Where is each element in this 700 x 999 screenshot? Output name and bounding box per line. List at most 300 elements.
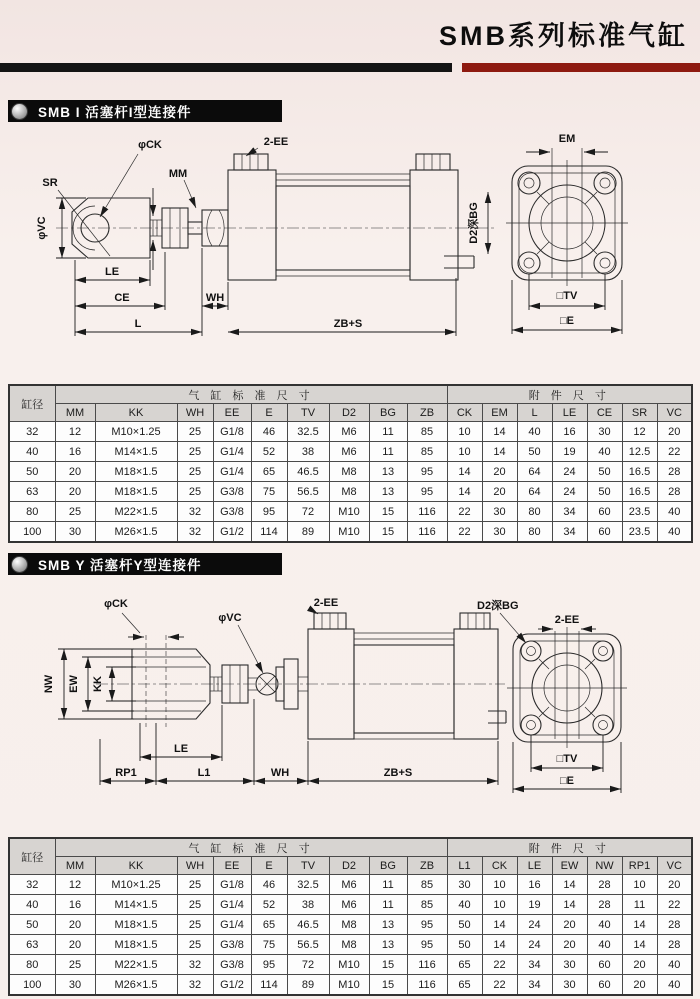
table-cell: 14 — [552, 875, 587, 895]
sub-header-row — [9, 857, 692, 875]
header-divider — [0, 63, 700, 72]
table-cell: 10 — [482, 875, 517, 895]
table-cell: 20 — [482, 462, 517, 482]
clevis-view — [58, 613, 308, 727]
table-cell: 30 — [482, 502, 517, 522]
table-cell: 65 — [251, 915, 287, 935]
column-header: SR — [622, 404, 657, 422]
table-cell: 20 — [622, 975, 657, 996]
table-cell: 95 — [251, 955, 287, 975]
table-cell: G1/8 — [213, 422, 251, 442]
table-cell: M14×1.5 — [95, 442, 177, 462]
dim-label-ck: φCK — [138, 139, 162, 151]
column-group-accessory: 附 件 尺 寸 — [447, 838, 692, 857]
column-header: BG — [369, 404, 407, 422]
table-cell: 50 — [447, 935, 482, 955]
table-cell: 16.5 — [622, 462, 657, 482]
table-cell: 24 — [552, 482, 587, 502]
table-row — [9, 915, 692, 935]
table-cell: 32.5 — [287, 422, 329, 442]
table-cell: 80 — [9, 955, 55, 975]
divider-red-bar — [462, 63, 700, 72]
column-header: CK — [447, 404, 482, 422]
table-cell: 20 — [657, 875, 692, 895]
table-cell: 23.5 — [622, 502, 657, 522]
table-cell: M18×1.5 — [95, 915, 177, 935]
bullet-circle-icon — [11, 556, 28, 573]
table-cell: 28 — [657, 935, 692, 955]
table-cell: M8 — [329, 482, 369, 502]
table-cell: 40 — [517, 422, 552, 442]
table-cell: 46.5 — [287, 915, 329, 935]
table-cell: 25 — [177, 935, 213, 955]
table-cell: 40 — [657, 975, 692, 996]
table-cell: 85 — [407, 422, 447, 442]
sub-header-row — [9, 404, 692, 422]
divider-gap — [452, 63, 462, 72]
table-cell: 60 — [587, 522, 622, 543]
table-cell: 30 — [552, 955, 587, 975]
column-group-standard: 气 缸 标 准 尺 寸 — [55, 838, 447, 857]
table-cell: M8 — [329, 935, 369, 955]
table-cell: 30 — [587, 422, 622, 442]
column-header: LE — [517, 857, 552, 875]
column-group-standard: 气 缸 标 准 尺 寸 — [55, 385, 447, 404]
table-cell: 20 — [55, 915, 95, 935]
table-cell: 32 — [177, 502, 213, 522]
page-title: SMB系列标准气缸 — [439, 21, 688, 51]
table-cell: 14 — [482, 442, 517, 462]
table-cell: G3/8 — [213, 955, 251, 975]
table-cell: 50 — [587, 482, 622, 502]
column-header: MM — [55, 857, 95, 875]
table-cell: 75 — [251, 935, 287, 955]
table-cell: 25 — [55, 502, 95, 522]
column-header: ZB — [407, 404, 447, 422]
table-cell: 22 — [657, 895, 692, 915]
table-cell: 14 — [482, 915, 517, 935]
table-row — [9, 875, 692, 895]
table-cell: 100 — [9, 975, 55, 996]
column-header: EE — [213, 857, 251, 875]
table-cell: 32 — [9, 875, 55, 895]
table-cell: M10 — [329, 975, 369, 996]
table-cell: 28 — [587, 875, 622, 895]
table-cell: 15 — [369, 502, 407, 522]
table-cell: 95 — [407, 935, 447, 955]
table-cell: 40 — [447, 895, 482, 915]
table-cell: 46 — [251, 875, 287, 895]
dim-label-2ee: 2-EE — [263, 136, 289, 148]
table-cell: 34 — [552, 522, 587, 543]
table-cell: 100 — [9, 522, 55, 543]
dimension-lines — [100, 699, 498, 785]
column-header: E — [251, 404, 287, 422]
table-cell: 32 — [9, 422, 55, 442]
table-cell: M18×1.5 — [95, 935, 177, 955]
table-row — [9, 955, 692, 975]
section-title: SMB Y 活塞杆Y型连接件 — [38, 558, 202, 573]
table-cell: 10 — [447, 442, 482, 462]
dim-label-kk: KK — [92, 676, 104, 692]
table-cell: 72 — [287, 502, 329, 522]
dimension-table-y-type — [8, 837, 693, 996]
table-cell: 60 — [587, 955, 622, 975]
table-cell: M18×1.5 — [95, 482, 177, 502]
table-cell: 11 — [369, 442, 407, 462]
table-cell: G1/4 — [213, 895, 251, 915]
column-header: EW — [552, 857, 587, 875]
table-cell: 10 — [447, 422, 482, 442]
table-cell: M22×1.5 — [95, 955, 177, 975]
table-cell: 14 — [482, 422, 517, 442]
table-cell: 60 — [587, 975, 622, 996]
table-cell: M6 — [329, 895, 369, 915]
table-cell: 25 — [177, 422, 213, 442]
table-cell: 16 — [552, 422, 587, 442]
table-cell: 65 — [251, 462, 287, 482]
table-cell: 15 — [369, 522, 407, 543]
table-cell: M8 — [329, 915, 369, 935]
table-cell: 13 — [369, 462, 407, 482]
table-cell: 12.5 — [622, 442, 657, 462]
table-row — [9, 482, 692, 502]
table-cell: 60 — [587, 502, 622, 522]
table-cell: 85 — [407, 895, 447, 915]
dim-label-ce: CE — [114, 292, 130, 304]
cylinder-end-view — [506, 148, 628, 334]
dimension-table-i-type — [8, 384, 693, 543]
table-cell: 12 — [622, 422, 657, 442]
table-cell: 32 — [177, 522, 213, 543]
table-cell: 24 — [517, 915, 552, 935]
table-cell: 72 — [287, 955, 329, 975]
dim-label-vc: φVC — [218, 612, 242, 624]
column-header: KK — [95, 404, 177, 422]
table-cell: 32.5 — [287, 875, 329, 895]
table-cell: 12 — [55, 422, 95, 442]
section-smb-i — [0, 100, 700, 543]
table-cell: 23.5 — [622, 522, 657, 543]
table-cell: 95 — [407, 462, 447, 482]
table-cell: 32 — [177, 955, 213, 975]
table-cell: 28 — [657, 462, 692, 482]
table-cell: 65 — [447, 975, 482, 996]
table-cell: 20 — [657, 422, 692, 442]
table-cell: 34 — [552, 502, 587, 522]
table-cell: G1/4 — [213, 915, 251, 935]
table-cell: 11 — [369, 422, 407, 442]
table-cell: 50 — [517, 442, 552, 462]
table-cell: 50 — [9, 915, 55, 935]
table-cell: 10 — [622, 875, 657, 895]
dim-label-le: LE — [173, 743, 189, 755]
dim-label-wh: WH — [205, 292, 225, 304]
table-cell: 14 — [482, 935, 517, 955]
table-cell: G3/8 — [213, 935, 251, 955]
dim-label-zbs: ZB+S — [333, 318, 363, 330]
column-header: RP1 — [622, 857, 657, 875]
table-row — [9, 895, 692, 915]
dim-label-l: L — [134, 318, 142, 330]
dim-label-rp1: RP1 — [115, 767, 137, 779]
table-cell: 50 — [9, 462, 55, 482]
dim-label-ck: φCK — [104, 598, 128, 610]
column-header-bore: 缸径 — [9, 838, 55, 875]
table-cell: M22×1.5 — [95, 502, 177, 522]
table-cell: 34 — [517, 975, 552, 996]
table-cell: M18×1.5 — [95, 462, 177, 482]
table-cell: M10 — [329, 502, 369, 522]
table-cell: 52 — [251, 442, 287, 462]
table-cell: M6 — [329, 875, 369, 895]
column-header: TV — [287, 404, 329, 422]
table-cell: 19 — [552, 442, 587, 462]
table-cell: 11 — [369, 895, 407, 915]
table-cell: 40 — [9, 895, 55, 915]
table-cell: 14 — [622, 915, 657, 935]
cylinder-side-view — [308, 609, 506, 739]
table-cell: 20 — [622, 955, 657, 975]
table-cell: M6 — [329, 442, 369, 462]
table-cell: G3/8 — [213, 502, 251, 522]
column-header: L — [517, 404, 552, 422]
dim-label-tv: □TV — [556, 753, 578, 765]
dim-label-d2bg: D2深BG — [477, 600, 519, 612]
column-header: BG — [369, 857, 407, 875]
table-cell: 89 — [287, 975, 329, 996]
bullet-circle-icon — [11, 103, 28, 120]
table-cell: 38 — [287, 895, 329, 915]
table-row — [9, 522, 692, 543]
table-row — [9, 935, 692, 955]
table-cell: M26×1.5 — [95, 975, 177, 996]
table-cell: 20 — [55, 482, 95, 502]
table-cell: M10 — [329, 955, 369, 975]
table-cell: 38 — [287, 442, 329, 462]
cylinder-side-view — [228, 148, 488, 280]
table-row — [9, 422, 692, 442]
table-cell: M8 — [329, 462, 369, 482]
table-cell: 25 — [55, 955, 95, 975]
dim-label-tv: □TV — [556, 290, 578, 302]
table-cell: 116 — [407, 522, 447, 543]
table-cell: 25 — [177, 875, 213, 895]
table-cell: G1/8 — [213, 875, 251, 895]
table-cell: 25 — [177, 462, 213, 482]
table-cell: 20 — [55, 935, 95, 955]
table-cell: M10 — [329, 522, 369, 543]
table-cell: 28 — [657, 482, 692, 502]
table-cell: 40 — [657, 502, 692, 522]
table-cell: 14 — [447, 482, 482, 502]
table-cell: 25 — [177, 442, 213, 462]
table-cell: G3/8 — [213, 482, 251, 502]
table-cell: 22 — [482, 975, 517, 996]
dim-label-sr: SR — [42, 177, 58, 189]
table-cell: 15 — [369, 955, 407, 975]
table-cell: 14 — [447, 462, 482, 482]
table-cell: 16 — [55, 895, 95, 915]
dim-label-le: LE — [104, 266, 120, 278]
table-cell: 63 — [9, 935, 55, 955]
table-cell: 64 — [517, 482, 552, 502]
table-cell: 30 — [447, 875, 482, 895]
table-cell: G1/2 — [213, 522, 251, 543]
table-row — [9, 502, 692, 522]
table-cell: 13 — [369, 482, 407, 502]
table-cell: 85 — [407, 875, 447, 895]
table-cell: 63 — [9, 482, 55, 502]
table-cell: 40 — [657, 955, 692, 975]
column-header: D2 — [329, 857, 369, 875]
technical-drawing-i-type — [0, 128, 700, 358]
table-row — [9, 442, 692, 462]
table-cell: 116 — [407, 955, 447, 975]
table-cell: M14×1.5 — [95, 895, 177, 915]
table-cell: 30 — [482, 522, 517, 543]
column-header: ZB — [407, 857, 447, 875]
dim-label-2ee-end: 2-EE — [554, 614, 580, 626]
table-cell: 114 — [251, 522, 287, 543]
column-header: KK — [95, 857, 177, 875]
divider-black-bar — [0, 63, 452, 72]
column-header-bore: 缸径 — [9, 385, 55, 422]
column-group-accessory: 附 件 尺 寸 — [447, 385, 692, 404]
column-header: TV — [287, 857, 329, 875]
table-cell: 30 — [55, 975, 95, 996]
table-cell: 20 — [482, 482, 517, 502]
table-cell: 19 — [517, 895, 552, 915]
table-row — [9, 462, 692, 482]
table-cell: 52 — [251, 895, 287, 915]
table-cell: M10×1.25 — [95, 875, 177, 895]
dim-label-e: □E — [560, 775, 574, 787]
table-cell: 46.5 — [287, 462, 329, 482]
column-header: VC — [657, 857, 692, 875]
table-cell: 95 — [251, 502, 287, 522]
table-cell: 24 — [517, 935, 552, 955]
dimension-lines — [75, 248, 456, 336]
table-cell: 80 — [9, 502, 55, 522]
column-header: NW — [587, 857, 622, 875]
dim-label-zbs: ZB+S — [383, 767, 413, 779]
table-cell: G1/4 — [213, 442, 251, 462]
column-header: MM — [55, 404, 95, 422]
table-cell: 89 — [287, 522, 329, 543]
column-header: EM — [482, 404, 517, 422]
column-header: EE — [213, 404, 251, 422]
table-cell: 25 — [177, 482, 213, 502]
table-cell: 25 — [177, 915, 213, 935]
table-cell: 65 — [447, 955, 482, 975]
table-cell: 95 — [407, 915, 447, 935]
table-cell: 12 — [55, 875, 95, 895]
table-cell: 25 — [177, 895, 213, 915]
table-cell: M6 — [329, 422, 369, 442]
table-cell: 56.5 — [287, 935, 329, 955]
table-cell: 20 — [552, 935, 587, 955]
table-cell: 20 — [552, 915, 587, 935]
table-cell: M10×1.25 — [95, 422, 177, 442]
table-cell: 114 — [251, 975, 287, 996]
table-cell: 40 — [587, 442, 622, 462]
table-cell: 11 — [622, 895, 657, 915]
table-cell: 56.5 — [287, 482, 329, 502]
table-cell: 14 — [622, 935, 657, 955]
section-smb-y — [0, 553, 700, 996]
table-cell: 28 — [657, 915, 692, 935]
table-cell: 30 — [552, 975, 587, 996]
technical-drawing-y-type — [0, 579, 700, 819]
table-cell: 22 — [447, 522, 482, 543]
table-cell: 95 — [407, 482, 447, 502]
table-cell: M26×1.5 — [95, 522, 177, 543]
table-cell: 64 — [517, 462, 552, 482]
dim-label-e: □E — [560, 315, 574, 327]
dim-label-nw: NW — [43, 674, 55, 694]
section-heading-bar — [8, 100, 282, 122]
table-cell: 14 — [552, 895, 587, 915]
table-cell: 116 — [407, 502, 447, 522]
column-header: LE — [552, 404, 587, 422]
table-cell: 80 — [517, 502, 552, 522]
dim-label-em: EM — [558, 133, 576, 145]
table-cell: 40 — [657, 522, 692, 543]
column-header: D2 — [329, 404, 369, 422]
table-cell: 30 — [55, 522, 95, 543]
table-cell: 46 — [251, 422, 287, 442]
table-cell: 10 — [482, 895, 517, 915]
table-cell: 16.5 — [622, 482, 657, 502]
section-heading-bar — [8, 553, 282, 575]
dim-label-l1: L1 — [197, 767, 211, 779]
column-header: L1 — [447, 857, 482, 875]
dim-label-vc: φVC — [36, 216, 48, 240]
table-cell: 40 — [587, 915, 622, 935]
table-cell: 20 — [55, 462, 95, 482]
cylinder-end-view — [500, 613, 627, 793]
table-cell: 75 — [251, 482, 287, 502]
table-cell: 50 — [587, 462, 622, 482]
table-cell: 50 — [447, 915, 482, 935]
table-row — [9, 975, 692, 996]
table-cell: 24 — [552, 462, 587, 482]
table-cell: 15 — [369, 975, 407, 996]
column-header: E — [251, 857, 287, 875]
table-cell: 22 — [447, 502, 482, 522]
section-title: SMB I 活塞杆I型连接件 — [38, 105, 192, 120]
column-header: CE — [587, 404, 622, 422]
table-cell: 85 — [407, 442, 447, 462]
table-cell: 16 — [55, 442, 95, 462]
column-header: CK — [482, 857, 517, 875]
table-cell: 80 — [517, 522, 552, 543]
dim-label-ew: EW — [68, 675, 80, 693]
table-cell: 40 — [9, 442, 55, 462]
dim-label-mm: MM — [168, 168, 188, 180]
table-cell: G1/2 — [213, 975, 251, 996]
dim-label-2ee: 2-EE — [313, 597, 339, 609]
dim-label-wh: WH — [270, 767, 290, 779]
column-header: VC — [657, 404, 692, 422]
table-cell: 34 — [517, 955, 552, 975]
table-cell: G1/4 — [213, 462, 251, 482]
table-cell: 28 — [587, 895, 622, 915]
table-cell: 40 — [587, 935, 622, 955]
table-cell: 16 — [517, 875, 552, 895]
column-header: WH — [177, 404, 213, 422]
